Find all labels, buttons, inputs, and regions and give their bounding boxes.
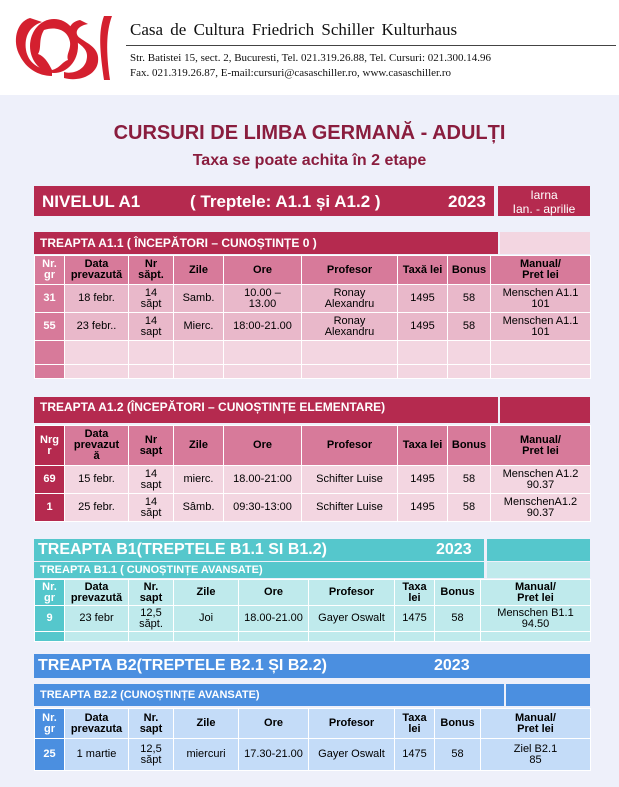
start-date-cell: 23 febr <box>65 606 129 632</box>
weeks-cell: 14 săpt <box>129 494 174 522</box>
teacher-cell: Ronay Alexandru <box>302 313 398 341</box>
b22-header-row <box>35 709 591 739</box>
table-row <box>35 494 591 522</box>
weeks-cell: 14 sapt <box>129 313 174 341</box>
a11-table <box>34 255 591 379</box>
bonus-cell: 58 <box>435 606 481 632</box>
column-header-days: Zile <box>174 256 224 285</box>
column-header-teacher: Profesor <box>302 256 398 285</box>
level-b1-year: 2023 <box>436 541 472 558</box>
column-header-start-date: Data prevazut ă <box>65 426 129 466</box>
level-b1-bar <box>34 539 484 561</box>
days-cell: Samb. <box>174 285 224 313</box>
start-date-cell: 18 febr. <box>65 285 129 313</box>
start-date-cell: 1 martie <box>65 739 129 771</box>
column-header-teacher: Profesor <box>309 709 395 739</box>
hours-cell: 17.30-21.00 <box>239 739 309 771</box>
level-a1-steps: ( Treptele: A1.1 și A1.2 ) <box>190 192 381 211</box>
column-header-group-number: Nr. gr <box>35 256 65 285</box>
days-cell: Sâmb. <box>174 494 224 522</box>
column-header-hours: Ore <box>224 426 302 466</box>
bonus-cell: 58 <box>448 313 491 341</box>
weeks-cell: 14 sapt <box>129 466 174 494</box>
start-date-cell: 23 febr.. <box>65 313 129 341</box>
textbook-price-cell: Menschen A1.1 101 <box>491 285 591 313</box>
level-b1-name: TREAPTA B1(TREPTELE B1.1 SI B1.2) <box>38 541 327 558</box>
b11-title: TREAPTA B1.1 ( CUNOȘTINȚE AVANSATE) <box>34 562 484 578</box>
hours-cell: 18.00-21:00 <box>224 466 302 494</box>
group-number-cell: 55 <box>35 313 65 341</box>
table-row <box>35 466 591 494</box>
textbook-price-cell: Menschen B1.1 94.50 <box>481 606 591 632</box>
level-b2-bar <box>34 654 590 678</box>
days-cell: Joi <box>174 606 239 632</box>
column-header-days: Zile <box>174 426 224 466</box>
column-header-fee: Taxa lei <box>395 580 435 606</box>
column-header-bonus: Bonus <box>448 256 491 285</box>
b22-title: TREAPTA B2.2 (CUNOȘTINȚE AVANSATE) <box>34 684 504 706</box>
level-b1-bar-end <box>487 539 590 561</box>
column-header-days: Zile <box>174 709 239 739</box>
table-row <box>35 739 591 771</box>
header-rule <box>126 45 616 46</box>
fee-cell: 1475 <box>395 606 435 632</box>
group-number-cell: 1 <box>35 494 65 522</box>
teacher-cell: Gayer Oswalt <box>309 606 395 632</box>
group-number-cell: 69 <box>35 466 65 494</box>
fee-cell: 1495 <box>398 285 448 313</box>
column-header-weeks: Nr. sapt <box>129 709 174 739</box>
b11-header-row <box>35 580 591 606</box>
b11-empty-row <box>35 632 591 642</box>
column-header-textbook-price: Manual/ Pret lei <box>491 426 591 466</box>
b11-title-spacer <box>487 562 590 578</box>
column-header-teacher: Profesor <box>302 426 398 466</box>
bonus-cell: 58 <box>448 285 491 313</box>
table-row <box>35 313 591 341</box>
days-cell: miercuri <box>174 739 239 771</box>
column-header-fee: Taxă lei <box>398 256 448 285</box>
weeks-cell: 12,5 săpt. <box>129 606 174 632</box>
a11-header-row <box>35 256 591 285</box>
level-b2-year: 2023 <box>434 657 470 674</box>
column-header-start-date: Data prevazuta <box>65 709 129 739</box>
level-a1-name: NIVELUL A1 <box>42 192 141 211</box>
b22-title-spacer <box>506 684 590 706</box>
column-header-textbook-price: Manual/ Pret lei <box>481 709 591 739</box>
column-header-fee: Taxa lei <box>395 709 435 739</box>
start-date-cell: 15 febr. <box>65 466 129 494</box>
teacher-cell: Schifter Luise <box>302 466 398 494</box>
season-line-2: Ian. - aprilie <box>512 202 576 216</box>
column-header-hours: Ore <box>239 580 309 606</box>
a11-title: TREAPTA A1.1 ( ÎNCEPĂTORI – CUNOȘTINȚE 0 ) <box>34 232 498 254</box>
bonus-cell: 58 <box>435 739 481 771</box>
a12-title-spacer <box>500 397 590 423</box>
hours-cell: 10.00 – 13.00 <box>224 285 302 313</box>
a12-title: TREAPTA A1.2 (ÎNCEPĂTORI – CUNOȘTINȚE ELEMENTARE) <box>34 397 498 423</box>
group-number-cell: 25 <box>35 739 65 771</box>
level-b2-name: TREAPTA B2(TREPTELE B2.1 ȘI B2.2) <box>38 657 327 674</box>
teacher-cell: Gayer Oswalt <box>309 739 395 771</box>
address-line-1: Str. Batistei 15, sect. 2, Bucuresti, Tel. 021.319.26.88, Tel. Cursuri: 021.300.14.96 <box>130 52 492 64</box>
bonus-cell: 58 <box>448 494 491 522</box>
a11-empty-row <box>35 365 591 379</box>
weeks-cell: 12,5 săpt <box>129 739 174 771</box>
column-header-group-number: Nr. gr <box>35 580 65 606</box>
address-line-2: Fax. 021.319.26.87, E-mail:cursuri@casaschiller.ro, www.casaschiller.ro <box>130 67 452 79</box>
table-row <box>35 606 591 632</box>
column-header-textbook-price: Manual/ Pret lei <box>491 256 591 285</box>
column-header-weeks: Nr sapt <box>129 426 174 466</box>
column-header-days: Zile <box>174 580 239 606</box>
a12-table <box>34 425 591 522</box>
column-header-start-date: Data prevazută <box>65 580 129 606</box>
page-subtitle: Taxa se poate achita în 2 etape <box>192 152 427 169</box>
textbook-price-cell: Ziel B2.1 85 <box>481 739 591 771</box>
bonus-cell: 58 <box>448 466 491 494</box>
column-header-group-number: Nr. gr <box>35 709 65 739</box>
column-header-hours: Ore <box>224 256 302 285</box>
table-row <box>35 285 591 313</box>
teacher-cell: Ronay Alexandru <box>302 285 398 313</box>
a12-header-row <box>35 426 591 466</box>
a11-empty-row <box>35 341 591 365</box>
column-header-group-number: Nrg r <box>35 426 65 466</box>
level-a1-year: 2023 <box>448 192 486 211</box>
column-header-hours: Ore <box>239 709 309 739</box>
group-number-cell: 31 <box>35 285 65 313</box>
fee-cell: 1495 <box>398 313 448 341</box>
organization-name: Casa de Cultura Friedrich Schiller Kulturhaus <box>130 20 458 39</box>
fee-cell: 1495 <box>398 494 448 522</box>
season-line-1: Iarna <box>530 188 558 202</box>
casa-schiller-logo-icon <box>8 12 120 84</box>
group-number-cell: 9 <box>35 606 65 632</box>
column-header-fee: Taxa lei <box>398 426 448 466</box>
season-box <box>498 186 590 216</box>
weeks-cell: 14 săpt <box>129 285 174 313</box>
column-header-weeks: Nr săpt. <box>129 256 174 285</box>
column-header-bonus: Bonus <box>435 580 481 606</box>
textbook-price-cell: Menschen A1.2 90.37 <box>491 466 591 494</box>
page-title: CURSURI DE LIMBA GERMANĂ - ADULȚI <box>113 122 506 144</box>
fee-cell: 1475 <box>395 739 435 771</box>
teacher-cell: Schifter Luise <box>302 494 398 522</box>
textbook-price-cell: MenschenA1.2 90.37 <box>491 494 591 522</box>
start-date-cell: 25 febr. <box>65 494 129 522</box>
column-header-teacher: Profesor <box>309 580 395 606</box>
column-header-weeks: Nr. sapt <box>129 580 174 606</box>
column-header-bonus: Bonus <box>448 426 491 466</box>
b22-table <box>34 708 591 771</box>
level-a1-bar <box>34 186 494 216</box>
column-header-start-date: Data prevazută <box>65 256 129 285</box>
textbook-price-cell: Menschen A1.1 101 <box>491 313 591 341</box>
hours-cell: 18.00-21.00 <box>239 606 309 632</box>
column-header-textbook-price: Manual/ Pret lei <box>481 580 591 606</box>
hours-cell: 18:00-21.00 <box>224 313 302 341</box>
days-cell: mierc. <box>174 466 224 494</box>
letterhead <box>0 0 619 95</box>
fee-cell: 1495 <box>398 466 448 494</box>
b11-table <box>34 579 591 642</box>
hours-cell: 09:30-13:00 <box>224 494 302 522</box>
days-cell: Mierc. <box>174 313 224 341</box>
a11-title-spacer <box>500 232 590 254</box>
column-header-bonus: Bonus <box>435 709 481 739</box>
